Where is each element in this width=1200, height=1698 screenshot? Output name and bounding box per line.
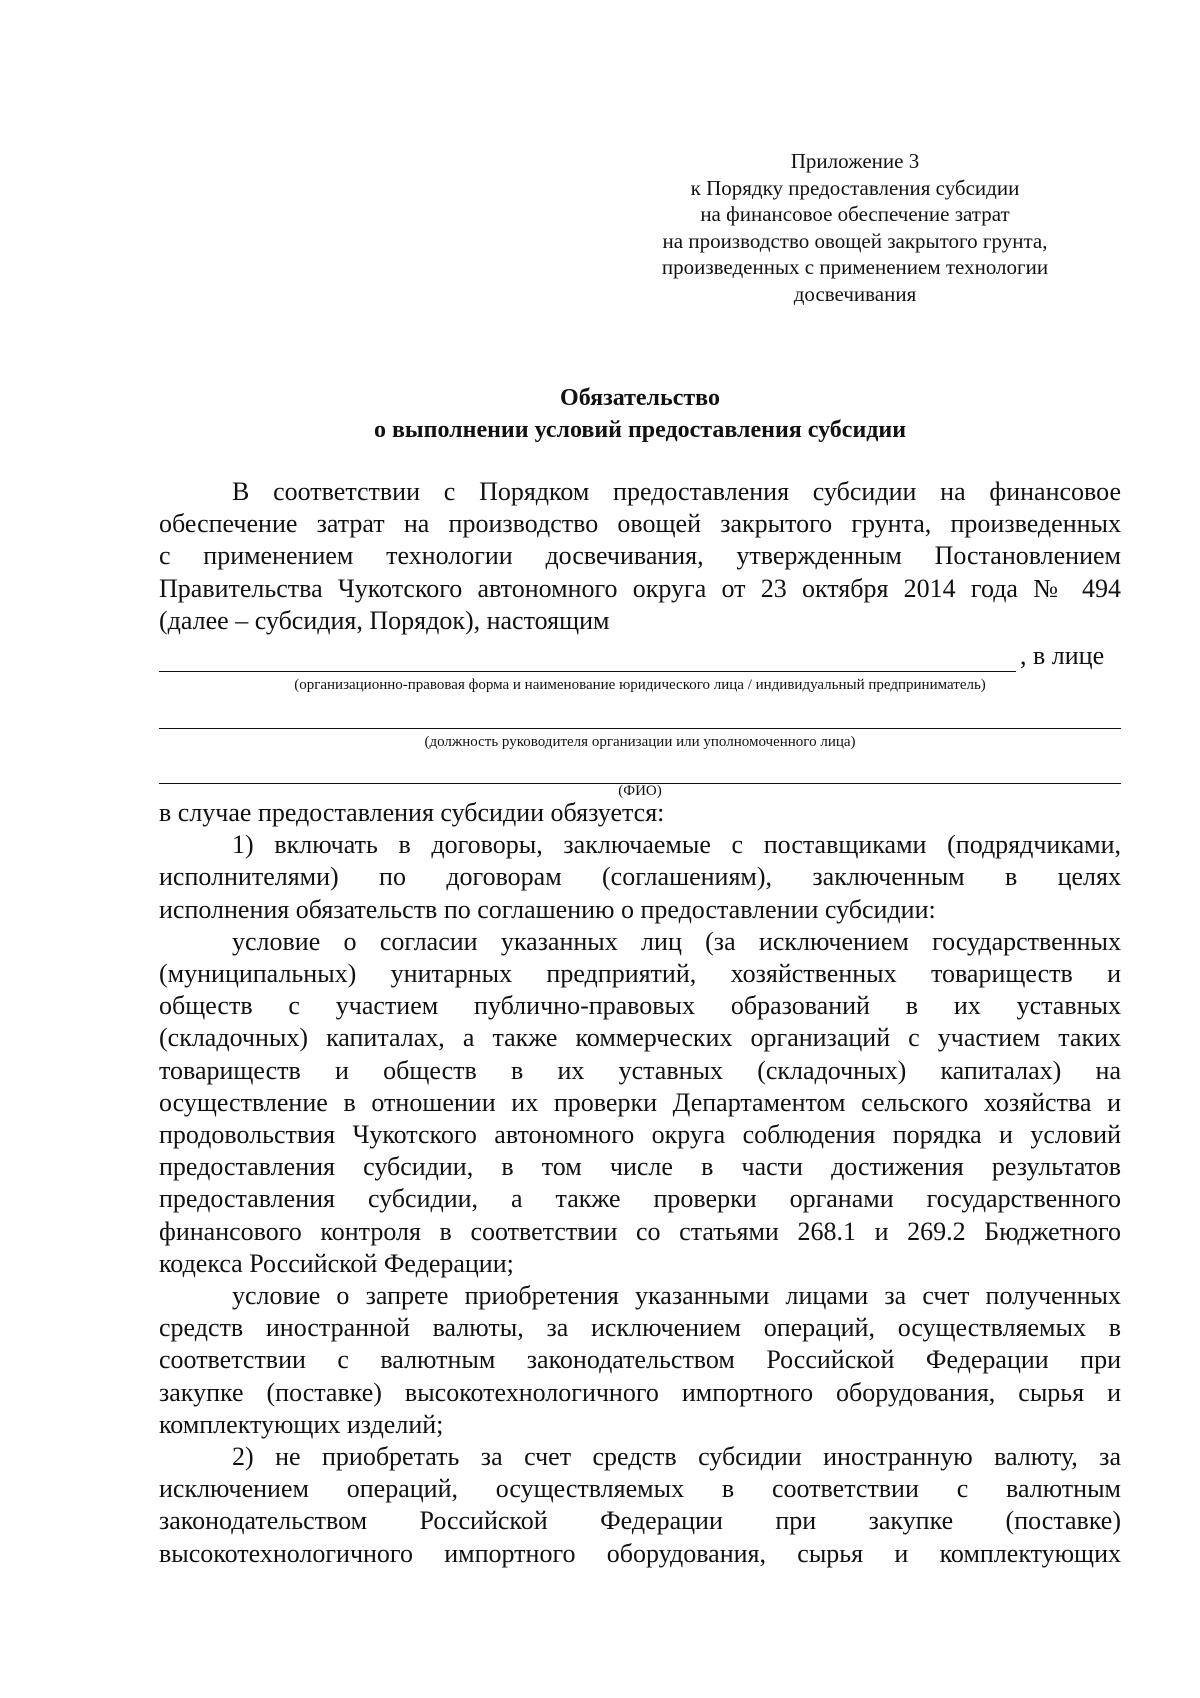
body-line: закупке (поставке) высокотехнологичного импортного оборудования, сырья и [159,1377,1121,1407]
body-line: предоставления субсидии, а также проверки органами государственного [159,1184,1121,1214]
intro-line: Правительства Чукотского автономного округа от 23 октября 2014 года № 494 [159,573,1121,603]
appendix-line: на финансовое обеспечение затрат [700,202,1010,227]
body-line: финансового контроля в соответствии со статьями 268.1 и 269.2 Бюджетного [159,1216,1121,1246]
body-line: 1) включать в договоры, заключаемые с поставщиками (подрядчиками, [232,830,1121,860]
appendix-line: произведенных с применением технологии [661,255,1049,280]
obligations-text [159,797,1121,1570]
body-line: комплектующих изделий; [159,1409,444,1439]
document-title [160,382,1120,446]
body-line: (муниципальных) унитарных предприятий, хозяйственных товариществ и [159,959,1121,989]
body-line: законодательством Российской Федерации при закупке (поставке) [159,1506,1121,1536]
position-blank-line[interactable] [159,728,1121,729]
body-line: соответствии с валютным законодательством Российской Федерации при [159,1345,1121,1375]
fio-caption: (ФИО) [618,783,662,799]
intro-line: В соответствии с Порядком предоставления субсидии на финансовое [232,477,1121,506]
in-face-label: , в лице [1020,641,1105,670]
body-line: исполнителями) по договорам (соглашениям), заключенным в целях [159,862,1121,892]
body-line: в случае предоставления субсидии обязуется: [159,798,665,827]
body-line: исполнения обязательств по соглашению о предоставлении субсидии: [159,894,936,924]
body-line: обществ с участием публично-правовых образований в их уставных [159,991,1121,1021]
intro-line: с применением технологии досвечивания, утвержденным Постановлением [159,541,1121,571]
org-name-caption: (организационно-правовая форма и наименование юридического лица / индивидуальный предприниматель) [294,677,986,693]
title-line-1: Обязательство [560,385,720,411]
body-line: высокотехнологичного импортного оборудования, сырья и комплектующих [159,1538,1121,1568]
body-line: продовольствия Чукотского автономного округа соблюдения порядка и условий [159,1120,1121,1150]
body-line: кодекса Российской Федерации; [159,1248,514,1278]
appendix-line: на производство овощей закрытого грунта, [662,228,1048,253]
intro-line: обеспечение затрат на производство овощей закрытого грунта, произведенных [159,509,1121,539]
body-line: условие о запрете приобретения указанными лицами за счет полученных [232,1281,1121,1311]
intro-line: (далее – субсидия, Порядок), настоящим [159,605,610,635]
body-line: (складочных) капиталах, а также коммерческих организаций с участием таких [159,1023,1121,1053]
org-name-blank-line[interactable] [159,671,1016,672]
title-line-2: о выполнении условий предоставления субсидии [373,417,907,443]
body-line: условие о согласии указанных лиц (за исключением государственных [232,926,1121,956]
body-line: 2) не приобретать за счет средств субсидии иностранную валюту, за [232,1442,1121,1472]
body-line: средств иностранной валюты, за исключением операций, осуществляемых в [159,1313,1121,1343]
intro-paragraph [159,476,1121,637]
body-line: предоставления субсидии, в том числе в части достижения результатов [159,1152,1121,1182]
appendix-header [610,148,1100,308]
body-line: исключением операций, осуществляемых в соответствии с валютным [159,1474,1121,1504]
position-caption: (должность руководителя организации или уполномоченного лица) [424,734,856,750]
appendix-line: к Порядку предоставления субсидии [690,175,1020,200]
body-line: осуществление в отношении их проверки Департаментом сельского хозяйства и [159,1087,1121,1117]
appendix-line: досвечивания [793,281,917,306]
body-line: товариществ и обществ в их уставных (складочных) капиталах) на [159,1055,1121,1085]
appendix-line: Приложение 3 [790,149,920,173]
